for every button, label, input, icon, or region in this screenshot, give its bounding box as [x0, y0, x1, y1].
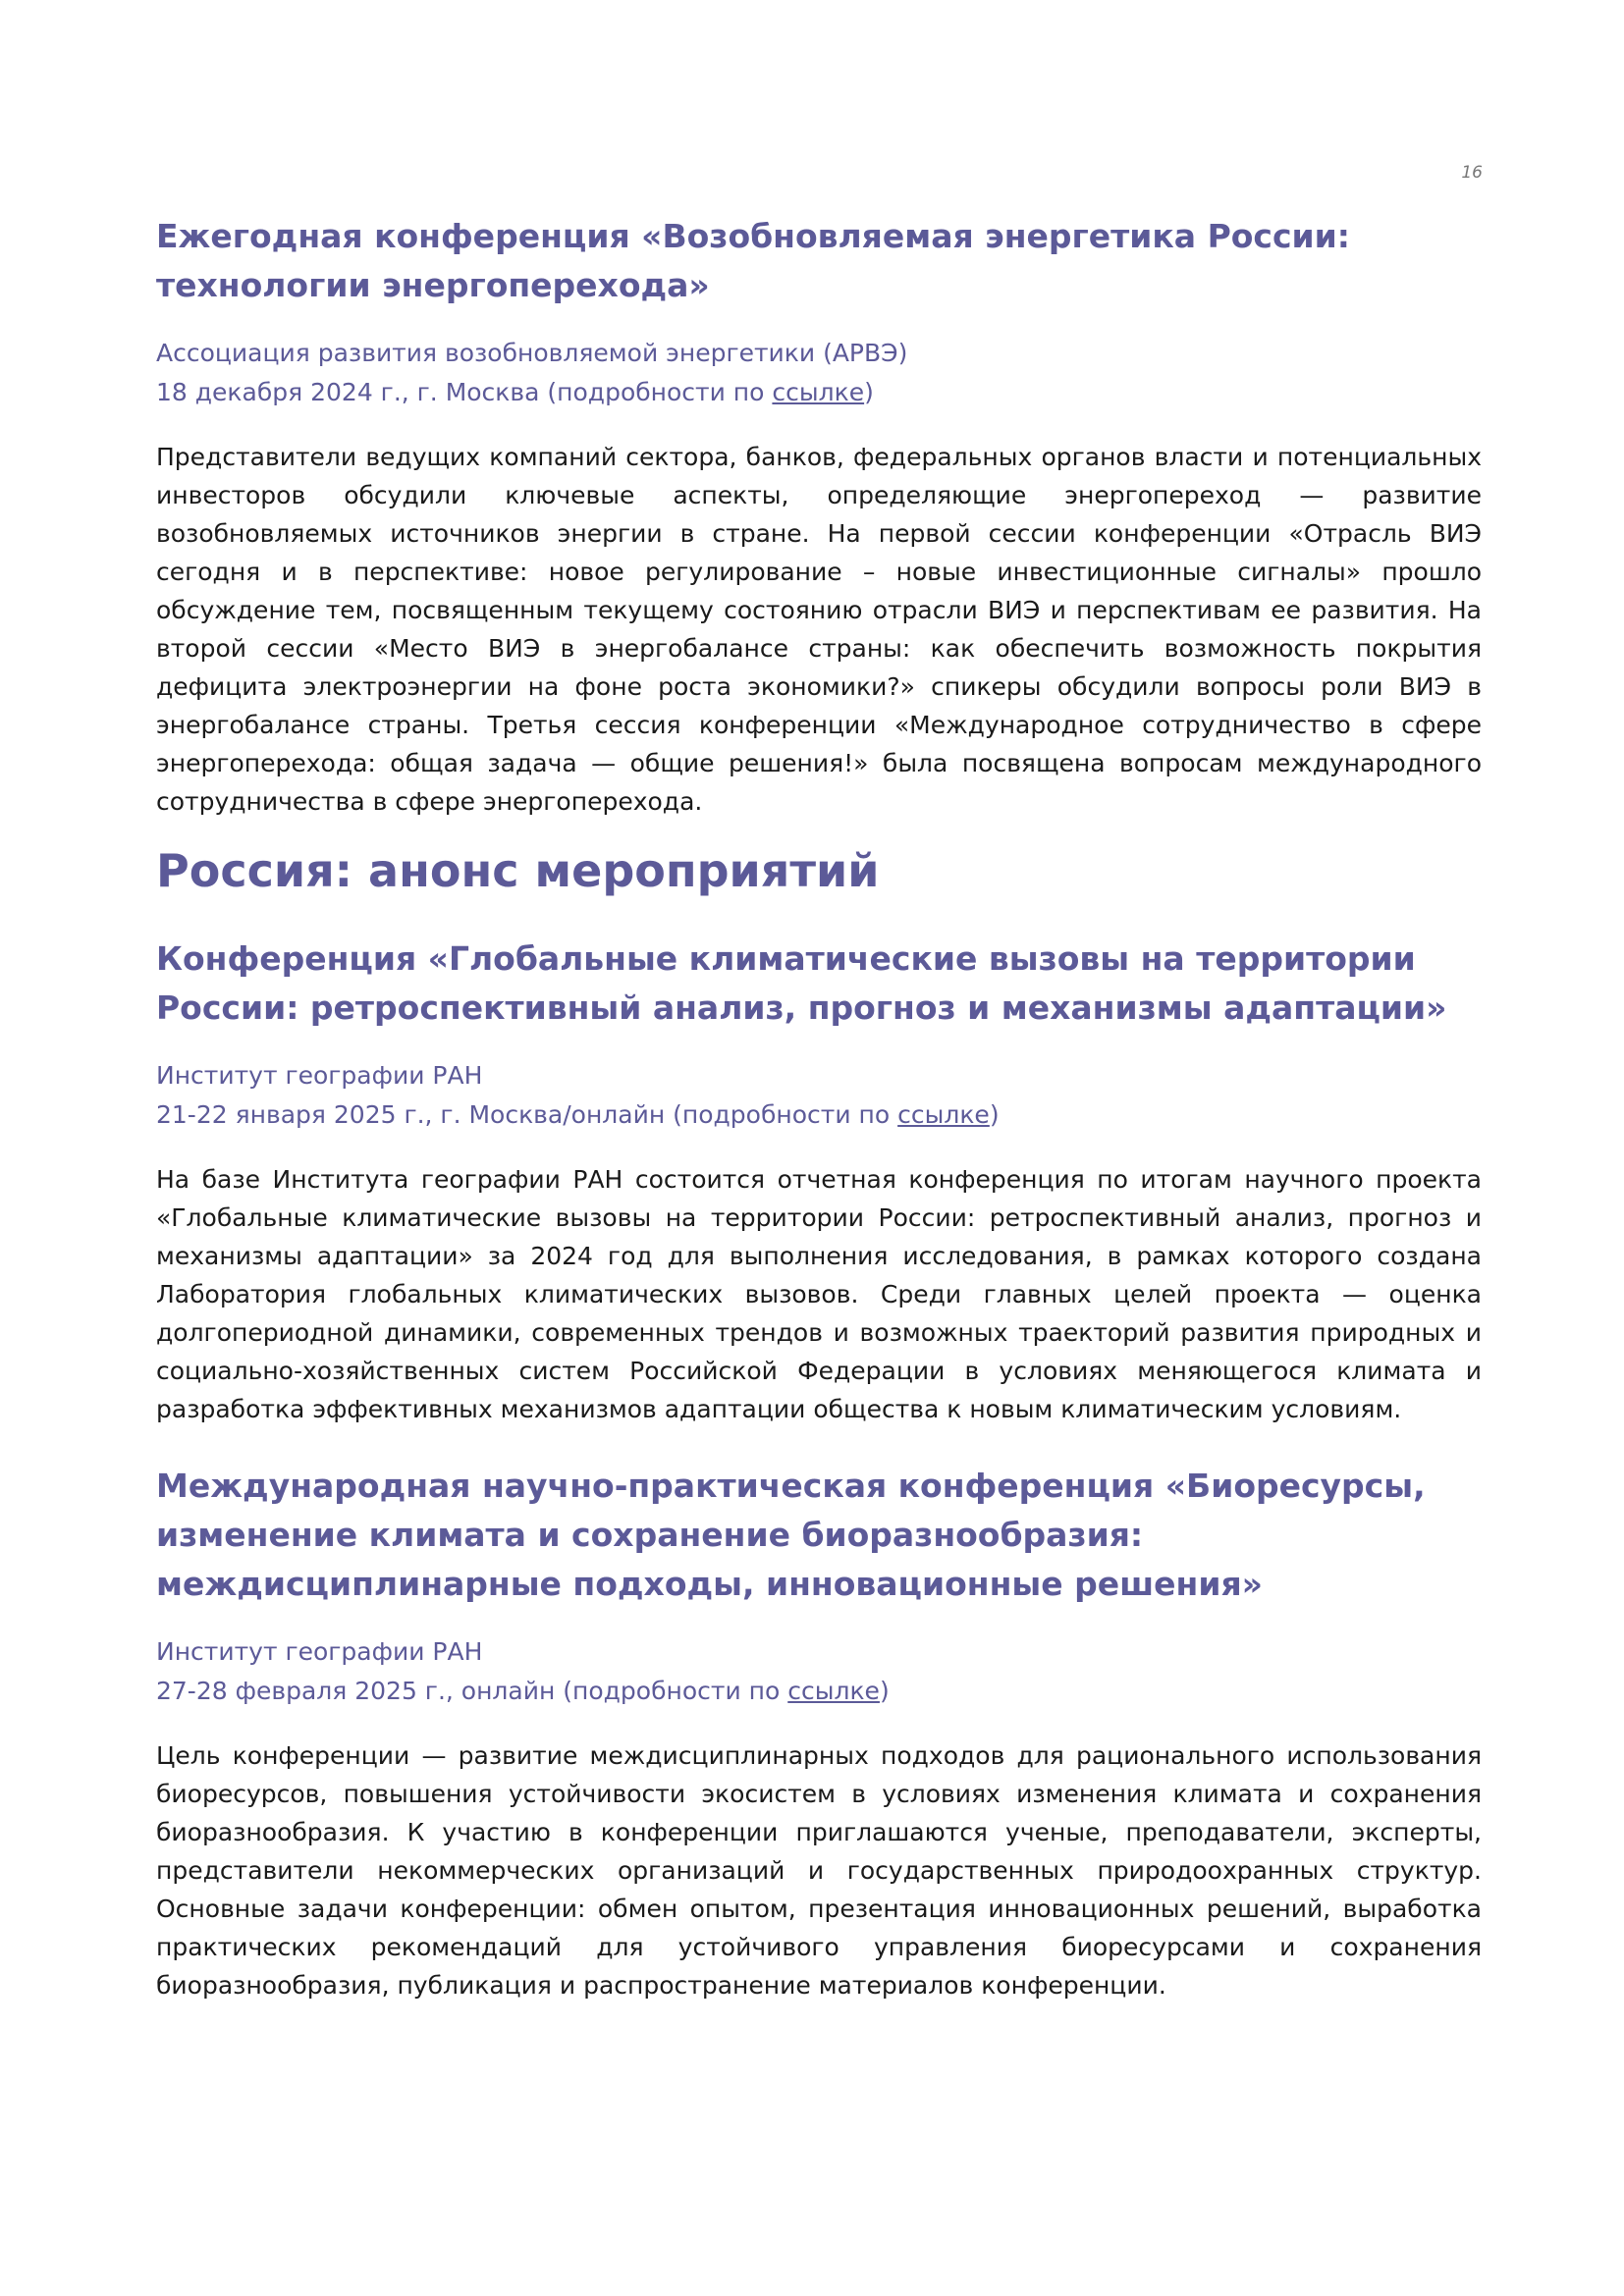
event-title: Ежегодная конференция «Возобновляемая энергетика России: технологии энергоперехода» — [156, 217, 1350, 304]
event-meta — [156, 334, 1482, 412]
event-organizer: Ассоциация развития возобновляемой энергетики (АРВЭ) — [156, 339, 908, 367]
event-details-link[interactable]: ссылке — [772, 378, 865, 406]
event-organizer: Институт географии РАН — [156, 1637, 483, 1666]
event-date-text: 27-28 февраля 2025 г., онлайн (подробности по — [156, 1677, 788, 1705]
event-close-paren: ) — [879, 1677, 890, 1705]
event-date-text: 21-22 января 2025 г., г. Москва/онлайн (подробности по — [156, 1100, 898, 1129]
event-block-bioresources — [156, 1462, 1482, 2004]
event-close-paren: ) — [989, 1100, 1000, 1129]
event-date-text: 18 декабря 2024 г., г. Москва (подробности по — [156, 378, 773, 406]
event-organizer: Институт географии РАН — [156, 1061, 483, 1090]
event-block-climate-challenges — [156, 934, 1482, 1428]
event-meta — [156, 1056, 1482, 1135]
page-content — [156, 212, 1482, 2004]
event-title: Конференция «Глобальные климатические вызовы на территории России: ретроспективный анализ, прогноз и механизмы адаптации» — [156, 939, 1447, 1027]
event-close-paren: ) — [864, 378, 874, 406]
event-details-link[interactable]: ссылке — [787, 1677, 880, 1705]
event-details-link[interactable]: ссылке — [897, 1100, 990, 1129]
event-meta — [156, 1632, 1482, 1711]
section-title: Россия: анонс мероприятий — [156, 844, 880, 897]
event-date-place — [156, 1095, 1482, 1135]
event-description: На базе Института географии РАН состоится отчетная конференция по итогам научного проекта «Глобальные климатические вызовы на территории России: ретроспективный анализ, прогноз и механизмы адаптации» за 2024 год для выполнения исследования, в рамках которого создана Лаборатория глобальных климатических вызовов. Среди главных целей проекта — оценка долгопериодной динамики, современных трендов и возможных траекторий развития природных и социально-хозяйственных систем Российской Федерации в условиях меняющегося климата и разработка эффективных механизмов адаптации общества к новым климатическим условиям. — [156, 1165, 1482, 1423]
event-block-arve — [156, 212, 1482, 821]
event-description: Представители ведущих компаний сектора, банков, федеральных органов власти и потенциальных инвесторов обсудили ключевые аспекты, определяющие энергопереход — развитие возобновляемых источников энергии в стране. На первой сессии конференции «Отрасль ВИЭ сегодня и в перспективе: новое регулирование – новые инвестиционные сигналы» прошло обсуждение тем, посвященным текущему состоянию отрасли ВИЭ и перспективам ее развития. На второй сессии «Место ВИЭ в энергобалансе страны: как обеспечить возможность покрытия дефицита электроэнергии на фоне роста экономики?» спикеры обсудили вопросы роли ВИЭ в энергобалансе страны. Третья сессия конференции «Международное сотрудничество в сфере энергоперехода: общая задача — общие решения!» была посвящена вопросам международного сотрудничества в сфере энергоперехода. — [156, 443, 1482, 816]
event-date-place — [156, 373, 1482, 412]
page-number: 16 — [1461, 163, 1483, 183]
event-description: Цель конференции — развитие междисциплинарных подходов для рационального использования биоресурсов, повышения устойчивости экосистем в условиях изменения климата и сохранения биоразнообразия. К участию в конференции приглашаются ученые, преподаватели, эксперты, представители некоммерческих организаций и государственных природоохранных структур. Основные задачи конференции: обмен опытом, презентация инновационных решений, выработка практических рекомендаций для устойчивого управления биоресурсами и сохранения биоразнообразия, публикация и распространение материалов конференции. — [156, 1741, 1482, 2000]
event-title: Международная научно-практическая конференция «Биоресурсы, изменение климата и сохранение биоразнообразия: междисциплинарные подходы, инновационные решения» — [156, 1467, 1426, 1603]
event-date-place — [156, 1672, 1482, 1711]
